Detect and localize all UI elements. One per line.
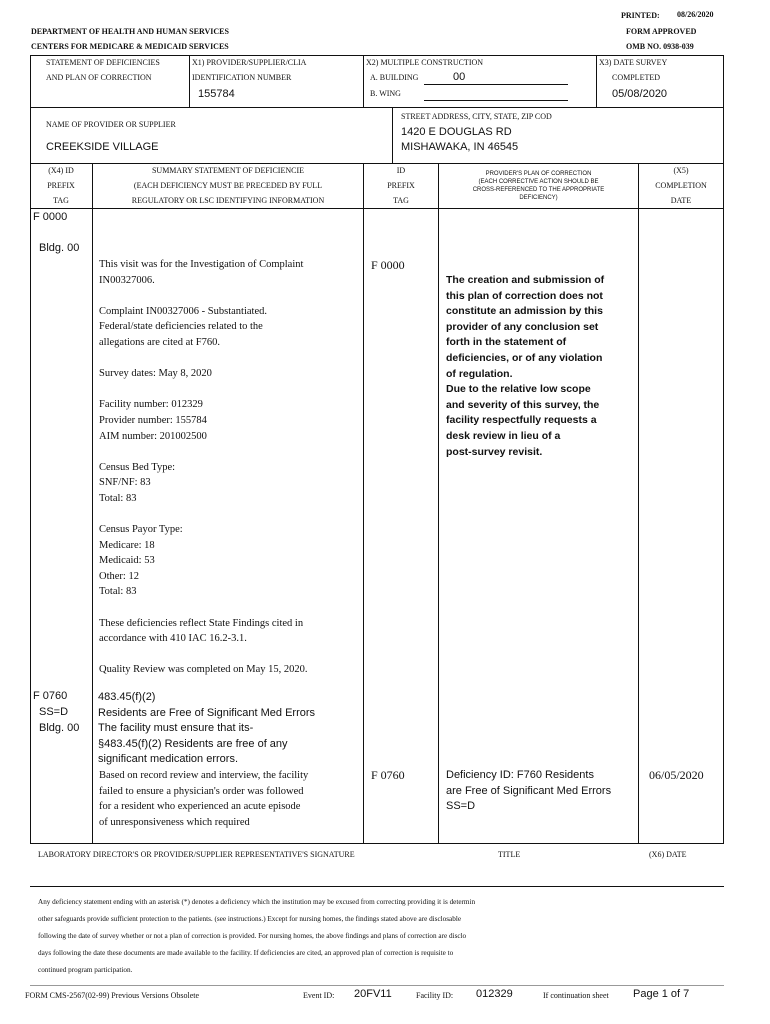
building-tag: Bldg. 00 xyxy=(39,242,80,254)
x1-label-2: IDENTIFICATION NUMBER xyxy=(192,73,292,82)
event-id-value: 20FV11 xyxy=(354,988,392,1000)
summary-line: SNF/NF: 83 xyxy=(99,477,151,489)
findings-line: of unresponsiveness which required xyxy=(99,816,250,828)
plan-header-3: CROSS-REFERENCED TO THE APPROPRIATE xyxy=(472,187,605,193)
plan-line: post-survey revisit. xyxy=(446,445,543,458)
plan-line: SS=D xyxy=(446,800,476,813)
plan-line: constitute an admission by this xyxy=(446,305,603,318)
summary-line: IN00327006. xyxy=(99,274,155,286)
id-header-2: PREFIX xyxy=(387,181,415,190)
x4-header-3: TAG xyxy=(53,196,69,205)
summary-line: Total: 83 xyxy=(99,586,137,598)
x4-header-2: PREFIX xyxy=(47,181,75,190)
summary-line: Other: 12 xyxy=(99,570,139,582)
notice-line: continued program participation. xyxy=(38,966,133,974)
plan-header: PROVIDER'S PLAN OF CORRECTION xyxy=(485,171,592,177)
title-label: TITLE xyxy=(498,850,521,859)
x3-label-2: COMPLETED xyxy=(612,73,660,82)
omb-number: OMB NO. 0938-039 xyxy=(626,42,694,51)
summary-line xyxy=(99,600,308,616)
summary-line: Facility number: 012329 xyxy=(99,399,203,411)
plan-line: are Free of Significant Med Errors xyxy=(446,784,612,797)
plan-header-4: DEFICIENCY) xyxy=(519,195,558,201)
notice-line: following the date of survey whether or not a plan of correction is provided. For nursing homes, the above findings and plans of correction are disclo xyxy=(38,932,467,940)
summary-line: Census Payor Type: xyxy=(99,524,183,536)
date-label: (X6) DATE xyxy=(649,850,687,859)
building-value: 00 xyxy=(453,71,466,83)
plan-line: desk review in lieu of a xyxy=(446,429,561,442)
agency-name: CENTERS FOR MEDICARE & MEDICAID SERVICES xyxy=(31,42,229,51)
summary-header: SUMMARY STATEMENT OF DEFICIENCIE xyxy=(151,166,305,175)
x4-header: (X4) ID xyxy=(48,166,74,175)
plan-line: Deficiency ID: F760 Residents xyxy=(446,769,594,781)
statement-label-2: AND PLAN OF CORRECTION xyxy=(46,73,152,82)
rule xyxy=(30,208,724,209)
plan-line: Due to the relative low scope xyxy=(446,383,591,396)
address-line-1: 1420 E DOUGLAS RD xyxy=(401,126,512,138)
summary-header-2: (EACH DEFICIENCY MUST BE PRECEDED BY FULL xyxy=(133,181,323,190)
regulation-text xyxy=(98,690,315,768)
plan-line: this plan of correction does not xyxy=(446,289,603,302)
rule xyxy=(363,163,364,843)
regulation-line: §483.45(f)(2) Residents are free of any xyxy=(98,737,288,750)
plan-line: The creation and submission of xyxy=(446,274,605,286)
rule xyxy=(638,163,639,843)
rule xyxy=(363,55,364,107)
summary-line: Medicare: 18 xyxy=(99,539,155,551)
id-prefix-tag: F 0000 xyxy=(371,258,405,272)
statement-label: STATEMENT OF DEFICIENCIES xyxy=(46,58,160,67)
id-header-3: TAG xyxy=(393,196,409,205)
regulation-line: 483.45(f)(2) xyxy=(98,691,156,703)
summary-line xyxy=(99,507,308,523)
id-header: ID xyxy=(396,166,406,175)
summary-line xyxy=(99,382,308,398)
x5-header-3: DATE xyxy=(670,196,692,205)
wing-label: B. WING xyxy=(370,89,401,98)
building-tag: Bldg. 00 xyxy=(39,722,80,734)
rule xyxy=(596,55,597,107)
summary-text xyxy=(99,257,308,678)
summary-line: These deficiencies reflect State Findings cited in xyxy=(99,617,304,629)
completion-date: 06/05/2020 xyxy=(649,768,704,782)
x5-header-2: COMPLETION xyxy=(655,181,707,190)
event-id-label: Event ID: xyxy=(303,991,335,1000)
summary-line: Survey dates: May 8, 2020 xyxy=(99,368,212,380)
facility-id-value: 012329 xyxy=(476,988,513,1000)
summary-line: Federal/state deficiencies related to the xyxy=(99,321,263,333)
findings-text xyxy=(99,768,308,830)
provider-name: CREEKSIDE VILLAGE xyxy=(46,141,159,153)
x2-label: X2) MULTIPLE CONSTRUCTION xyxy=(366,58,484,67)
plan-line: provider of any conclusion set xyxy=(446,320,599,333)
x3-label: X3) DATE SURVEY xyxy=(599,58,668,67)
plan-line: of regulation. xyxy=(446,367,513,380)
summary-line xyxy=(99,288,308,304)
page-number: Page 1 of 7 xyxy=(633,988,690,1000)
summary-line: Provider number: 155784 xyxy=(99,414,207,426)
provider-id-value: 155784 xyxy=(198,88,235,100)
disclosure-notice xyxy=(38,894,475,979)
survey-date-value: 05/08/2020 xyxy=(612,88,668,100)
summary-line: allegations are cited at F760. xyxy=(99,336,221,348)
summary-line: AIM number: 201002500 xyxy=(99,430,207,442)
rule xyxy=(30,985,724,986)
wing-underline xyxy=(424,100,568,101)
prefix-tag: F 0000 xyxy=(33,211,68,223)
summary-line: accordance with 410 IAC 16.2-3.1. xyxy=(99,633,247,645)
rule xyxy=(30,163,724,164)
summary-header-3: REGULATORY OR LSC IDENTIFYING INFORMATION xyxy=(131,196,325,205)
form-number: FORM CMS-2567(02-99) Previous Versions Obsolete xyxy=(25,991,200,1000)
plan-of-correction-text xyxy=(446,273,604,460)
rule xyxy=(723,55,724,843)
x1-label: X1) PROVIDER/SUPPLIER/CLIA xyxy=(192,58,307,67)
facility-id-label: Facility ID: xyxy=(416,991,454,1000)
signature-label: LABORATORY DIRECTOR'S OR PROVIDER/SUPPLIER REPRESENTATIVE'S SIGNATURE xyxy=(38,850,355,859)
continuation-label: If continuation sheet xyxy=(543,991,609,1000)
plan-line: forth in the statement of xyxy=(446,336,567,349)
summary-line: Quality Review was completed on May 15, 2020. xyxy=(99,664,308,676)
summary-line xyxy=(99,647,308,663)
rule xyxy=(30,886,724,887)
prefix-tag: F 0760 xyxy=(33,690,68,702)
rule xyxy=(438,163,439,843)
provider-name-label: NAME OF PROVIDER OR SUPPLIER xyxy=(46,120,176,129)
x5-header: (X5) xyxy=(673,166,689,175)
summary-line: Medicaid: 53 xyxy=(99,555,155,567)
plan-of-correction-text xyxy=(446,768,611,815)
summary-line: This visit was for the Investigation of Complaint xyxy=(99,259,304,270)
notice-line: Any deficiency statement ending with an asterisk (*) denotes a deficiency which the institution may be excused from correcting providing it is determin xyxy=(38,898,476,906)
address-label: STREET ADDRESS, CITY, STATE, ZIP COD xyxy=(401,112,552,121)
summary-line xyxy=(99,444,308,460)
notice-line: days following the date these documents are made available to the facility. If deficiencies are cited, an approved plan of correction is requisite to xyxy=(38,949,454,957)
rule xyxy=(30,55,724,56)
notice-line: other safeguards provide sufficient protection to the patients. (see instructions.) Except for nursing homes, the findings stated above are disclosable xyxy=(38,915,462,923)
regulation-line: The facility must ensure that its- xyxy=(98,722,254,735)
rule xyxy=(92,163,93,843)
address-line-2: MISHAWAKA, IN 46545 xyxy=(401,141,519,153)
plan-line: deficiencies, or of any violation xyxy=(446,351,603,364)
findings-line: for a resident who experienced an acute episode xyxy=(99,801,301,813)
rule xyxy=(30,107,724,108)
plan-line: facility respectfully requests a xyxy=(446,414,597,427)
summary-line xyxy=(99,351,308,367)
rule xyxy=(189,55,190,107)
department-name: DEPARTMENT OF HEALTH AND HUMAN SERVICES xyxy=(31,27,229,36)
plan-line: and severity of this survey, the xyxy=(446,398,600,411)
findings-line: Based on record review and interview, the facility xyxy=(99,770,309,781)
regulation-line: significant medication errors. xyxy=(98,753,239,766)
printed-date: 08/26/2020 xyxy=(677,10,714,19)
scope-severity: SS=D xyxy=(39,706,69,718)
summary-line: Total: 83 xyxy=(99,492,137,504)
printed-label: PRINTED: xyxy=(621,11,660,20)
form-approved: FORM APPROVED xyxy=(626,27,697,36)
building-label: A. BUILDING xyxy=(370,73,419,82)
summary-line: Complaint IN00327006 - Substantiated. xyxy=(99,305,267,317)
plan-header-2: (EACH CORRECTIVE ACTION SHOULD BE xyxy=(478,179,599,185)
rule xyxy=(392,107,393,163)
summary-line: Census Bed Type: xyxy=(99,461,176,473)
rule xyxy=(30,843,724,844)
findings-line: failed to ensure a physician's order was followed xyxy=(99,785,304,797)
regulation-line: Residents are Free of Significant Med Errors xyxy=(98,706,316,719)
id-prefix-tag: F 0760 xyxy=(371,768,405,782)
building-underline xyxy=(424,84,568,85)
